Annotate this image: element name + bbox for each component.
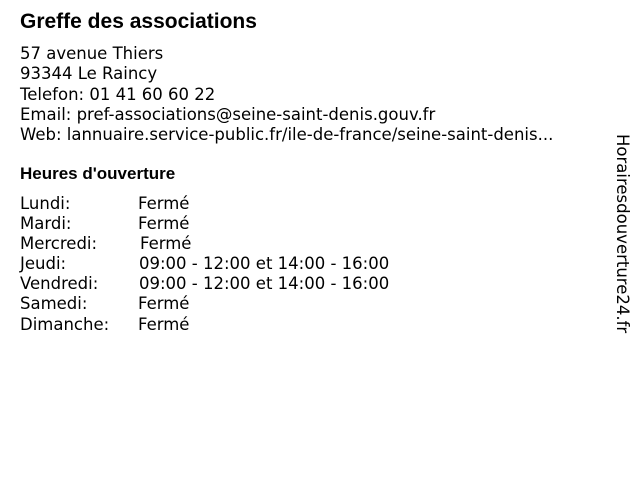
phone-number: Telefon: 01 41 60 60 22 bbox=[20, 84, 216, 104]
site-brand-watermark: Horairesdouverture24.fr bbox=[613, 134, 632, 334]
day-label: Vendredi: bbox=[20, 274, 99, 294]
hours-value: 09:00 - 12:00 et 14:00 - 16:00 bbox=[139, 274, 390, 294]
hours-value: Fermé bbox=[138, 214, 190, 234]
email-address: Email: pref-associations@seine-saint-denis.gouv.fr bbox=[20, 104, 436, 124]
day-label: Jeudi: bbox=[20, 254, 67, 274]
hours-value: Fermé bbox=[138, 294, 190, 314]
opening-hours-heading: Heures d'ouverture bbox=[20, 164, 176, 183]
city-postcode: 93344 Le Raincy bbox=[20, 64, 158, 84]
website-address: Web: lannuaire.service-public.fr/ile-de-france/seine-saint-denis... bbox=[20, 125, 554, 145]
day-label: Samedi: bbox=[20, 294, 88, 314]
page-title: Greffe des associations bbox=[20, 10, 257, 33]
day-label: Mardi: bbox=[20, 214, 72, 234]
hours-value: Fermé bbox=[140, 234, 192, 254]
day-label: Dimanche: bbox=[20, 314, 110, 334]
hours-value: 09:00 - 12:00 et 14:00 - 16:00 bbox=[139, 254, 390, 274]
day-label: Lundi: bbox=[20, 194, 71, 213]
address-block bbox=[20, 44, 553, 145]
street-address: 57 avenue Thiers bbox=[20, 44, 164, 63]
day-label: Mercredi: bbox=[20, 234, 98, 254]
hours-value: Fermé bbox=[138, 194, 190, 213]
hours-value: Fermé bbox=[138, 314, 190, 334]
